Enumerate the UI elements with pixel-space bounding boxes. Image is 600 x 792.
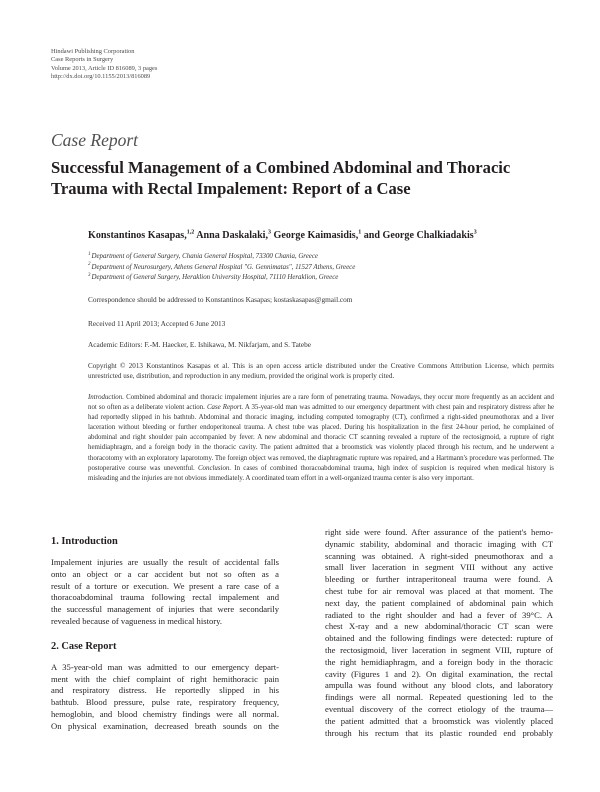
author-name: George Kaimasidis, bbox=[273, 230, 359, 241]
author-affiliation-marker: 1 bbox=[358, 229, 362, 236]
text-line: findings were all normal. Repeated questioning led to the bbox=[325, 692, 553, 703]
text-line: the patient admitted that a broomstick was violently placed bbox=[325, 715, 553, 726]
article-type: Case Report bbox=[51, 130, 139, 150]
author-name: Anna Daskalaki, bbox=[196, 230, 269, 241]
author-name: Konstantinos Kasapas, bbox=[88, 230, 187, 241]
title-line-1: Successful Management of a Combined Abdominal and Thoracic bbox=[51, 158, 511, 177]
academic-editors: Academic Editors: F.-M. Haecker, E. Ishikawa, M. Nikfarjam, and S. Tatebe bbox=[88, 340, 311, 349]
journal-header bbox=[51, 48, 157, 82]
text-line: the rectosigmoid, liver laceration in segment VIII, rupture of bbox=[325, 644, 553, 655]
author-affiliation-marker: 1,2 bbox=[186, 229, 195, 236]
text-line: A 35-year-old man was admitted to our emergency depart- bbox=[51, 661, 279, 672]
text-line: and respiratory distress. He reportedly slipped in his bbox=[51, 685, 279, 696]
volume-info: Volume 2013, Article ID 816089, 3 pages bbox=[51, 64, 158, 72]
affiliation-text: Department of Neurosurgery, Athens General Hospital "G. Gennimatas", 11527 Athens, Greece bbox=[91, 263, 356, 271]
abstract bbox=[88, 393, 554, 484]
text-line: the successful management of injuries that were secondarily bbox=[51, 604, 279, 615]
text-line: ampulla was found without any blood clots, and laboratory bbox=[325, 680, 553, 691]
affiliation-marker: 1 bbox=[88, 251, 91, 257]
text-line: result of a torture or execution. We present a rare case of a bbox=[51, 580, 279, 591]
affiliation-item bbox=[88, 263, 355, 274]
text-line: chest tube for air removal was placed at that moment. The bbox=[325, 585, 553, 596]
affiliation-marker: 2 bbox=[88, 262, 91, 268]
text-line: right side were found. After assurance of the patient's hemo- bbox=[325, 527, 553, 537]
abstract-intro-label: Introduction. bbox=[88, 394, 124, 401]
text-line: Impalement injuries are usually the result of accidental falls bbox=[51, 557, 279, 567]
case-report-continued-paragraph bbox=[325, 527, 553, 739]
correspondence-note: Correspondence should be addressed to Konstantinos Kasapas; kostaskasapas@gmail.com bbox=[88, 295, 353, 304]
text-line: hemoglobin, and blood chemistry findings were all normal. bbox=[51, 708, 279, 719]
affiliation-list bbox=[88, 252, 355, 284]
text-line: scanning was obtained. A right-sided pneumothorax and a bbox=[325, 550, 553, 561]
affiliation-text: Department of General Surgery, Heraklion University Hospital, 71110 Heraklion, Greece bbox=[91, 274, 339, 282]
abstract-intro-text: Combined abdominal and thoracic impalement injuries are a rare form of penetrating trauma. Nowadays, they occur more frequently as an accident and not so often as a deliberate violent action. bbox=[88, 394, 554, 412]
affiliation-item bbox=[88, 273, 355, 284]
doi-link[interactable]: http://dx.doi.org/10.1155/2013/816089 bbox=[51, 73, 151, 81]
text-line: eventual discovery of the correct etiology of the trauma— bbox=[325, 703, 553, 714]
affiliation-text: Department of General Surgery, Chania General Hospital, 73300 Chania, Greece bbox=[91, 253, 318, 260]
text-line: the right hemidiaphragm, and a foreign body in the thoracic bbox=[325, 656, 553, 667]
author-list bbox=[88, 229, 477, 242]
article-title bbox=[51, 157, 571, 199]
abstract-conclusion-text: In cases of combined thoracoabdominal trauma, high index of suspicion is required when medical history is misleading and the injuries are not obvious immediately. A coordinated team effort in a well-organized trauma center is also very important. bbox=[88, 464, 554, 482]
text-line: bleeding or further intraperitoneal trauma were found. A bbox=[325, 574, 553, 585]
text-line: chest X-ray and a new abdominal/thoracic CT scan were bbox=[325, 621, 553, 632]
journal-name: Case Reports in Surgery bbox=[51, 56, 114, 64]
abstract-case-text: A 35-year-old man was admitted to our emergency department with chest pain and respiratory distress after he had reportedly slipped in his bathtub. Abdominal and thoracic imaging, including computed tomography (CT), confirmed a right-sided pneumothorax and a liver laceration without bleeding or further endoperitoneal trauma. A chest tube was placed. During his hospitalization in the first 24-hour period, he complained of abdominal and right shoulder pain accompanied by fever. A new abdominal and thoracic CT scanning revealed a rupture of the rectosigmoid, a rupture of right hemidiaphragm, and a foreign body in the thoracic cavity. The patient admitted that a broomstick was violently placed through his rectum, and he underwent a thoracotomy with an exploratory laparotomy. The foreign object was removed, the diaphragmatic rupture was repaired, and a Hartmann's procedure was performed. The postoperative course was uneventful. bbox=[88, 404, 555, 472]
case-report-heading: 2. Case Report bbox=[51, 640, 117, 652]
abstract-conclusion-label: Conclusion. bbox=[197, 464, 232, 472]
left-column bbox=[51, 527, 279, 733]
text-line: next day, the patient complained of abdominal pain which bbox=[325, 597, 553, 608]
text-line: ment with the chief complaint of right hemithoracic pain bbox=[51, 673, 279, 684]
author-affiliation-marker: 3 bbox=[268, 229, 272, 236]
text-line: thoracoabdominal trauma following rectal impalement and bbox=[51, 592, 279, 603]
text-line: small liver laceration in segment VIII without any active bbox=[325, 562, 553, 573]
abstract-case-label: Case Report. bbox=[206, 404, 244, 412]
introduction-paragraph bbox=[51, 557, 279, 628]
case-report-paragraph bbox=[51, 662, 279, 733]
text-line: cavity (Figures 1 and 2). On digital examination, the rectal bbox=[325, 668, 553, 679]
title-line-2: Trauma with Rectal Impalement: Report of a Case bbox=[51, 179, 411, 198]
received-dates: Received 11 April 2013; Accepted 6 June 2013 bbox=[88, 319, 226, 328]
text-line: bathtub. Blood pressure, pulse rate, respiratory frequency, bbox=[51, 697, 279, 708]
text-line: through his rectum that its plastic rounded end probably bbox=[325, 727, 553, 738]
right-column bbox=[325, 527, 553, 739]
affiliation-item bbox=[88, 252, 355, 263]
text-line: onto an object or a car accident but not so often as a bbox=[51, 568, 279, 579]
author-name: and George Chalkiadakis bbox=[363, 230, 474, 241]
text-line: obtained and the following findings were detected: rupture of bbox=[325, 633, 553, 644]
copyright-notice: Copyright © 2013 Konstantinos Kasapas et al. This is an open access article distributed under the Creative Commons Attribution License, which permits unrestricted use, distribution, and reproduction in any medium, provided the original work is properly cited. bbox=[88, 362, 554, 381]
affiliation-marker: 3 bbox=[88, 272, 91, 278]
publisher-name: Hindawi Publishing Corporation bbox=[51, 48, 135, 55]
text-line: On physical examination, decreased breath sounds on the bbox=[51, 720, 279, 731]
text-line: dynamic stability, abdominal and thoracic imaging with CT bbox=[325, 538, 553, 549]
text-line: radiated to the right shoulder and had a fever of 39°C. A bbox=[325, 609, 553, 620]
introduction-heading: 1. Introduction bbox=[51, 536, 118, 547]
author-affiliation-marker: 3 bbox=[473, 229, 477, 236]
text-line: revealed because of vagueness in medical history. bbox=[51, 615, 223, 626]
